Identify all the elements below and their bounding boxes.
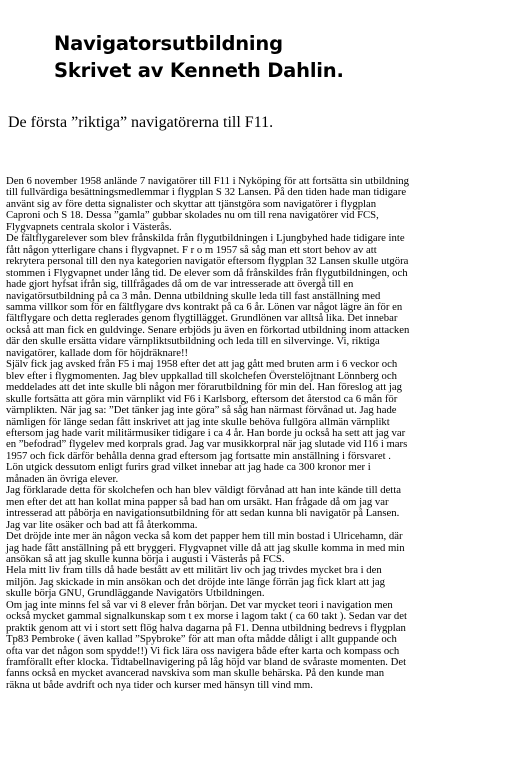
body-text-line: räkna ut både avdrift och nya tider och kurser med hänsyn till vind mm. (6, 678, 313, 691)
header-title: Navigatorsutbildning (54, 32, 283, 55)
body-text-line: stommen i Flygvapnet under lång tid. De elever som då frånskildes från flygutbildningen, och (6, 266, 408, 279)
body-text-line: fått någon ytterligare chans i flygvapnet. F r o m 1957 så såg man ett stort behov av att (6, 243, 377, 256)
document-body (6, 176, 508, 691)
body-text-line: framförallt efter klocka. Tidtabellnavigering på låg höjd var bland de svåraste momenten. Det (6, 656, 407, 669)
body-text-line: också att man fick en guldvinge. Senare erbjöds ju även en förkortad utbildning inom attacken (6, 323, 410, 336)
body-text-line: där den skulle ersätta vidare värnpliktsutbildning och leda till en silvervinge. Vi, riktiga (6, 335, 380, 348)
body-text-line: skulle börja GNU, Grundläggande Navigatörs Utbildningen. (6, 587, 265, 600)
body-text-line: intresserad att påbörja en navigationsutbildning för att sedan kunna bli navigatör på Lansen. (6, 507, 400, 520)
body-text-line: 1957 och fick därför behålla denna grad eftersom jag fortsatte min anställning i försvaret . (6, 449, 391, 462)
body-text-line: Den 6 november 1958 anlände 7 navigatörer till F11 i Nyköping för att fortsätta sin utbildning (6, 175, 409, 187)
body-text-line: en ”befodrad” flygelev med korprals grad. Jag var musikkorpral när jag slutade vid I16 i mars (6, 438, 408, 451)
body-text-line: hade gjort hyfsat ifrån sig, tillfrågades då om de var intresserade att övergå till en (6, 278, 354, 291)
body-text-line: navigatörer, kallade dom för höjdräknare!! (6, 346, 189, 359)
body-text-line: Om jag inte minns fel så var vi 8 elever från början. Det var mycket teori i navigation men (6, 598, 393, 611)
body-text-line: använt sig av före detta signalister och skyttar att tjänstgöra som navigatörer i flygplan (6, 197, 377, 210)
body-text-line: Tp83 Pembroke ( även kallad ”Spybroke” för att man ofta mådde dåligt i allt guppande och (6, 633, 397, 646)
body-text-line: meddelades att det inte skulle bli någon mer förarutbildning för min del. Han föreslog att jag (6, 381, 402, 394)
body-text-line: rekrytera personal till den nya kategorien navigatör eftersom flygplan 32 Lansen skulle utgöra (6, 255, 409, 268)
body-text-line: värnplikten. När jag sa: ”Det tänker jag inte göra” så såg han närmast förvånad ut. Jag hade (6, 404, 397, 417)
body-text-line: miljön. Jag skickade in min ansökan och det dröjde inte länge förrän jag fick klart att jag (6, 575, 385, 588)
body-text-line: skulle fortsätta att göra min värnplikt vid F6 i Karlsborg, eftersom det återstod ca 6 mån för (6, 392, 398, 405)
body-text-line: fanns också en mycket avancerad navskiva som man skulle behärska. På den kunde man (6, 667, 385, 680)
body-text-line: blev efter i flygmomenten. Jag blev uppkallad till skolchefen Överstelöjtnant Lönnberg och (6, 369, 397, 382)
body-text-line: månaden än övriga elever. (6, 472, 119, 485)
body-text-line: till fullvärdiga besättningsmedlemmar i flygplan S 32 Lansen. På den tiden hade man tidigare (6, 186, 407, 199)
header-author: Skrivet av Kenneth Dahlin. (54, 59, 344, 82)
body-text-line: Jag förklarade detta för skolchefen och han blev väldigt förvånad att han inte kände till detta (6, 484, 401, 497)
document-header (54, 30, 344, 84)
body-text-line: De fältflygarelever som blev frånskilda från flygutbildningen i Ljungbyhed hade tidigare inte (6, 232, 405, 245)
body-text-line: Det dröjde inte mer än någon vecka så kom det papper hem till min bostad i Ulricehamn, där (6, 530, 403, 543)
body-text-line: ansökan så att jag skulle kunna börja i augusti i Västerås på FCS. (6, 552, 285, 565)
body-text-line: Lön utgick dessutom enligt furirs grad vilket innebar att jag hade ca 300 kronor mer i (6, 461, 371, 474)
body-text-line: fältflygare och detta reglerades genom flygtillägget. Grundlönen var alltså lika. Det innebar (6, 312, 398, 325)
body-text-line: men efter det att han kollat mina papper så bad han om ursäkt. Han frågade då om jag var (6, 495, 389, 508)
body-text-line: praktik genom att vi i stort sett flög halva dagarna på F1. Denna utbildning bedrevs i flygplan (6, 621, 406, 634)
body-text-line: Hela mitt liv fram tills då hade bestått av ett militärt liv och jag trivdes mycket bra i den (6, 564, 382, 577)
body-text-line: jag hade fått anställning på ett bryggeri. Flygvapnet ville då att jag skulle komma in med min (6, 541, 405, 554)
document-subtitle: De första ”riktiga” navigatörerna till F11. (8, 114, 274, 131)
body-text-line: Flygvapnets centrala skolor i Västerås. (6, 220, 172, 233)
body-text-line: Caproni och S 18. Dessa ”gamla” gubbar skolades nu om till rena navigatörer vid FCS, (6, 209, 379, 222)
body-text-line: ofta var det någon som spydde!!) Vi fick lära oss navigera både efter karta och kompass och (6, 644, 400, 657)
body-text-line: Själv fick jag avsked från F5 i maj 1958 efter det att jag gått med bruten arm i 6 veckor och (6, 358, 398, 371)
body-text-line: Jag var lite osäker och bad att få återkomma. (6, 518, 198, 531)
body-text-line: navigatörsutbildning på ca 3 mån. Denna utbildning skulle leda till fast anställning med (6, 289, 381, 302)
body-text-line: samma villkor som för en fältflygare dvs kontrakt på ca 6 år. Lönen var något lägre än för en (6, 300, 403, 313)
body-text-line: eftersom jag hade varit militärmusiker tidigare i ca 4 år. Han borde ju också ha sett att jag var (6, 426, 406, 439)
body-text-line: också mycket gammal signalkunskap som t ex morse i lagom takt ( ca 60 takt ). Sedan var det (6, 610, 407, 623)
body-text-line: nämligen för länge sedan fått inskrivet att jag inte skulle behöva fullgöra allmän värnplikt (6, 415, 390, 428)
